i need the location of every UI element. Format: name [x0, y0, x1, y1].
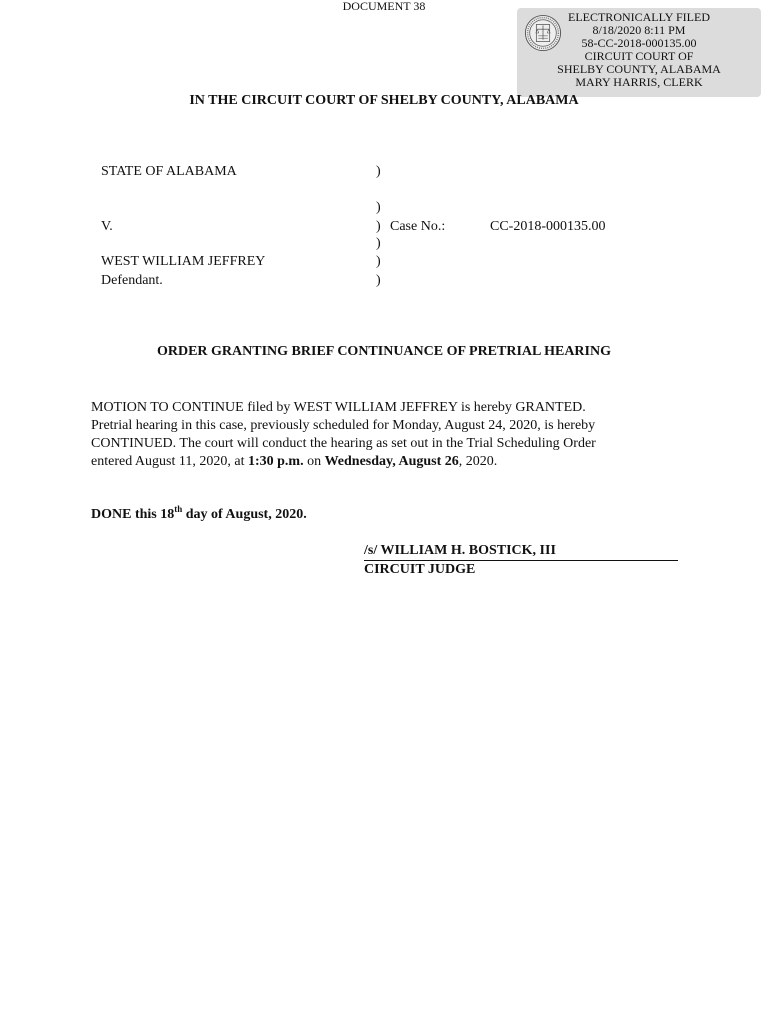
hearing-time: 1:30 p.m.: [247, 454, 304, 469]
stamp-line: SHELBY COUNTY, ALABAMA: [557, 62, 721, 76]
stamp-text: [551, 11, 727, 89]
done-prefix: DONE this 18: [91, 507, 175, 522]
caption-paren: ): [376, 236, 381, 251]
caption-defendant-label: Defendant.: [101, 273, 163, 288]
stamp-line: CIRCUIT COURT OF: [584, 49, 694, 63]
caption-paren: ): [376, 273, 381, 288]
judge-title: CIRCUIT JUDGE: [364, 562, 476, 577]
case-number-value: CC-2018-000135.00: [490, 219, 606, 234]
order-title: ORDER GRANTING BRIEF CONTINUANCE OF PRETRIAL HEARING: [156, 344, 611, 359]
court-title: IN THE CIRCUIT COURT OF SHELBY COUNTY, ALABAMA: [189, 93, 579, 108]
order-body-text: entered August 11, 2020, at: [91, 454, 248, 469]
case-number-label: Case No.:: [390, 219, 446, 234]
order-body: [91, 399, 651, 471]
done-line: [91, 504, 307, 523]
stamp-line: MARY HARRIS, CLERK: [575, 75, 703, 89]
caption-paren: ): [376, 164, 381, 179]
order-body-line: Pretrial hearing in this case, previously scheduled for Monday, August 24, 2020, is hereby: [91, 418, 596, 433]
done-rest: day of August, 2020.: [182, 507, 307, 522]
stamp-line: 8/18/2020 8:11 PM: [592, 23, 686, 37]
caption-paren: ): [376, 200, 381, 215]
caption-versus: V.: [101, 219, 113, 234]
stamp-line: 58-CC-2018-000135.00: [581, 36, 697, 50]
filing-stamp: [517, 8, 761, 97]
caption-paren: ): [376, 254, 381, 269]
caption-plaintiff: STATE OF ALABAMA: [101, 164, 237, 179]
hearing-date: Wednesday, August 26: [324, 454, 459, 469]
order-body-line: MOTION TO CONTINUE filed by WEST WILLIAM JEFFREY is hereby GRANTED.: [91, 400, 586, 415]
order-body-line: CONTINUED. The court will conduct the hearing as set out in the Trial Scheduling Order: [91, 436, 596, 451]
stamp-line: ELECTRONICALLY FILED: [567, 10, 710, 24]
caption-paren: ): [376, 219, 381, 234]
done-ordinal-suffix: th: [174, 504, 183, 514]
judge-signature: /s/ WILLIAM H. BOSTICK, III: [364, 543, 678, 561]
caption-defendant-name: WEST WILLIAM JEFFREY: [101, 254, 266, 269]
order-body-line: [91, 453, 651, 471]
order-body-text: on: [303, 454, 325, 469]
document-label: DOCUMENT 38: [342, 0, 426, 13]
order-body-text: , 2020.: [458, 454, 498, 469]
